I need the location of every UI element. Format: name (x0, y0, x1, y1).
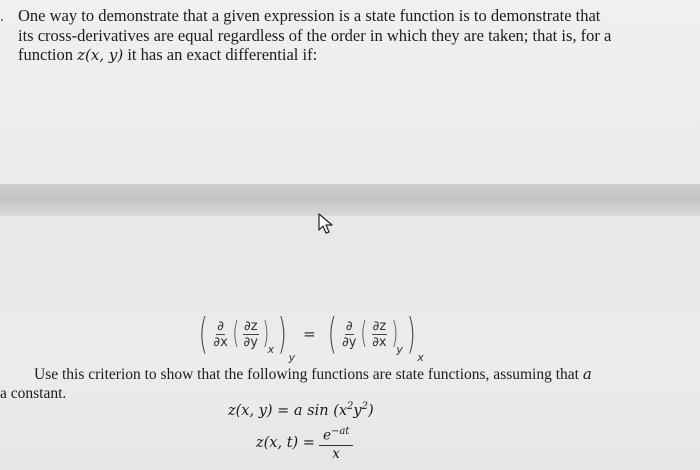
partial-symbol: ∂ (217, 318, 224, 334)
intro-line-3-prefix: function (18, 45, 78, 64)
function-2-exponent: −at (330, 426, 350, 438)
right-outer-paren-close: ) (406, 309, 416, 358)
partial-y-2: ∂y (342, 334, 357, 350)
exact-differential-equation (195, 306, 424, 362)
inner-subscript-y: y (396, 343, 403, 356)
inner-subscript-x: x (267, 343, 275, 356)
criterion-line-1-text: Use this criterion to show that the following functions are state functions, assuming that (34, 366, 583, 383)
criterion-paragraph (0, 365, 690, 403)
right-inner-paren-close: ) (391, 316, 398, 351)
page-divider (0, 184, 700, 216)
intro-line-3 (18, 45, 688, 66)
function-2-numerator (319, 423, 353, 446)
criterion-line-2: a constant. (0, 385, 67, 402)
function-1-end: ) (367, 402, 374, 419)
function-1-exponent-1: 2 (347, 401, 354, 412)
partial-y: ∂y (243, 334, 258, 350)
function-1-mid: y (353, 402, 362, 419)
outer-subscript-y: y (288, 351, 296, 364)
left-inner-paren: ( (232, 316, 239, 351)
right-outer-paren: ( (327, 309, 337, 358)
left-outer-paren: ( (198, 309, 208, 358)
intro-function-math: z(x, y) (77, 46, 124, 64)
dz-dx-fraction (371, 319, 387, 350)
left-inner-paren-close: ) (262, 316, 270, 351)
d-dy-fraction (341, 319, 357, 350)
function-2-lhs: z(x, t) = (256, 435, 315, 451)
function-2-fraction (319, 423, 353, 463)
partial-z-2: ∂z (372, 318, 387, 334)
function-2-denominator: x (332, 445, 340, 462)
intro-line-2: its cross-derivatives are equal regardless of the order in which they are taken; that is, for a (18, 25, 612, 45)
right-inner-paren: ( (361, 316, 368, 351)
dz-dy-fraction (243, 319, 259, 350)
left-outer-paren-close: ) (277, 309, 287, 358)
criterion-line-1 (0, 365, 690, 384)
function-2 (256, 420, 353, 466)
intro-line-3-suffix: it has an exact differential if: (123, 45, 318, 64)
equals-sign: = (303, 325, 316, 343)
partial-x-2: ∂x (372, 334, 387, 350)
function-1 (228, 401, 374, 419)
partial-symbol-2: ∂ (345, 318, 353, 334)
function-1-exponent-2: 2 (361, 401, 368, 412)
function-1-lhs: z(x, y) = a sin (x (228, 402, 348, 419)
bullet-mark: . (0, 9, 4, 25)
constant-a-math: a (582, 365, 592, 383)
outer-subscript-x: x (417, 351, 424, 364)
partial-z: ∂z (243, 318, 258, 334)
d-dx-fraction (212, 319, 228, 350)
mouse-cursor-icon (318, 213, 334, 235)
intro-paragraph (18, 6, 688, 66)
function-2-base: e (322, 427, 331, 444)
partial-x: ∂x (213, 334, 228, 350)
intro-line-1: One way to demonstrate that a given expression is a state function is to demonstrate that (18, 6, 601, 25)
